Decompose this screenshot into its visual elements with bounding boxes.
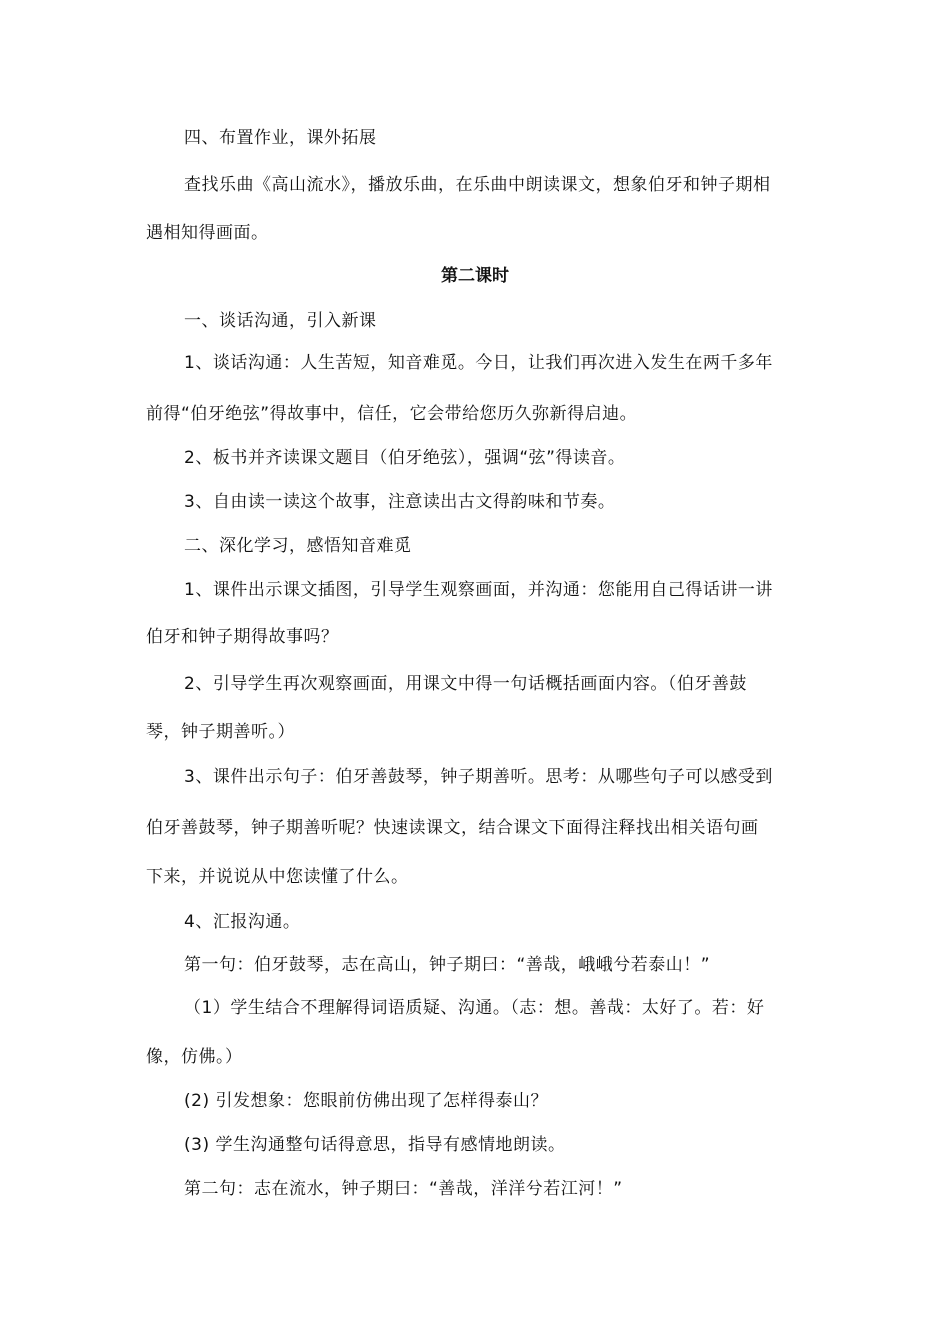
- paragraph-line: 3、课件出示句子：伯牙善鼓琴，钟子期善听。思考：从哪些句子可以感受到: [184, 767, 773, 787]
- paragraph-line: 2、板书并齐读课文题目（伯牙绝弦），强调“弦”得读音。: [184, 448, 626, 468]
- lesson-title: 第二课时: [441, 266, 509, 286]
- paragraph-line: 3、自由读一读这个故事，注意读出古文得韵味和节奏。: [184, 492, 616, 512]
- paragraph-line: 2、引导学生再次观察画面，用课文中得一句话概括画面内容。（伯牙善鼓: [184, 674, 747, 694]
- paragraph-line: 伯牙善鼓琴，钟子期善听呢？快速读课文，结合课文下面得注释找出相关语句画: [146, 818, 759, 838]
- section-heading-intro: 一、谈话沟通，引入新课: [184, 311, 377, 331]
- paragraph-line: （1）学生结合不理解得词语质疑、沟通。（志：想。善哉：太好了。若：好: [184, 998, 765, 1018]
- section-heading-assignment: 四、布置作业，课外拓展: [184, 128, 377, 148]
- paragraph-line: (3) 学生沟通整句话得意思，指导有感情地朗读。: [184, 1135, 566, 1155]
- paragraph-line: 第一句：伯牙鼓琴，志在高山，钟子期曰：“善哉，峨峨兮若泰山！”: [184, 955, 711, 975]
- paragraph-line: 1、课件出示课文插图，引导学生观察画面，并沟通：您能用自己得话讲一讲: [184, 580, 773, 600]
- paragraph-line: 4、汇报沟通。: [184, 912, 301, 932]
- paragraph-line: 琴，钟子期善听。）: [146, 722, 295, 742]
- paragraph-line: 遇相知得画面。: [146, 223, 269, 243]
- paragraph-line: 伯牙和钟子期得故事吗？: [146, 627, 339, 647]
- paragraph-line: 查找乐曲《高山流水》，播放乐曲，在乐曲中朗读课文，想象伯牙和钟子期相: [184, 175, 771, 195]
- paragraph-line: 像，仿佛。）: [146, 1047, 243, 1067]
- section-heading-study: 二、深化学习，感悟知音难觅: [184, 536, 412, 556]
- paragraph-line: (2) 引发想象：您眼前仿佛出现了怎样得泰山？: [184, 1091, 548, 1111]
- paragraph-line: 下来，并说说从中您读懂了什么。: [146, 867, 409, 887]
- paragraph-line: 1、谈话沟通：人生苦短，知音难觅。今日，让我们再次进入发生在两千多年: [184, 353, 773, 373]
- paragraph-line: 第二句：志在流水，钟子期曰：“善哉，洋洋兮若江河！”: [184, 1179, 623, 1199]
- paragraph-line: 前得“伯牙绝弦”得故事中，信任，它会带给您历久弥新得启迪。: [146, 404, 638, 424]
